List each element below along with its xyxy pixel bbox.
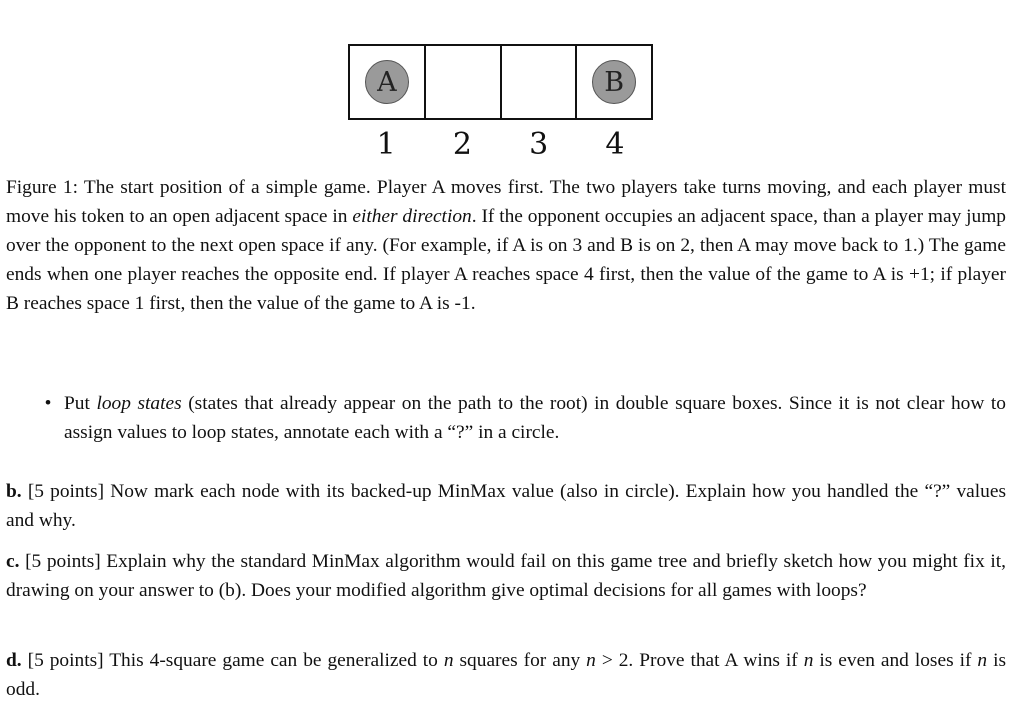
token-b: B — [592, 60, 636, 104]
loop-states-bullet — [40, 389, 1006, 447]
question-b-label: b. — [6, 481, 22, 502]
math-n: n — [443, 650, 454, 671]
question-d-text-4: is even and loses if — [813, 650, 978, 671]
question-b — [6, 477, 1006, 535]
question-d-text-3: > 2. Prove that A wins if — [595, 650, 804, 671]
board-numbers — [348, 126, 653, 164]
bullet-text — [64, 389, 1006, 447]
game-board — [348, 44, 653, 120]
bullet-text-pre: Put — [64, 393, 97, 414]
question-d-text-5: is odd. — [6, 650, 1007, 700]
question-d-label: d. — [6, 650, 22, 671]
question-c-label: c. — [6, 551, 20, 572]
cell-number-4: 4 — [605, 127, 625, 162]
board-cell-2 — [426, 46, 502, 118]
math-n: n — [977, 650, 988, 671]
bullet-emphasis: loop states — [96, 393, 182, 414]
question-d-text-2: squares for any — [453, 650, 587, 671]
figure-caption — [6, 173, 1006, 318]
question-d-text-1: [5 points] This 4-square game can be generalized to — [21, 650, 444, 671]
board-cell-3 — [502, 46, 578, 118]
caption-text-2: . If the opponent occupies an adjacent space, than a player may jump over the opponent to the next open space if any. (For example, if A is on 3 and B is on 2, then A may move back to 1.) The game ends when one player reaches the opposite end. If player A reaches space 4 first, then the value of the game to A is +1; if player B reaches space 1 first, then the value of the game to A is -1. — [6, 206, 1006, 314]
question-d — [6, 646, 1006, 704]
question-b-text: [5 points] Now mark each node with its backed-up MinMax value (also in circle). Explain how you handled the “?” values and why. — [6, 481, 1006, 531]
caption-emphasis: either direction — [352, 206, 472, 227]
board-cell-1 — [350, 46, 426, 118]
cell-number-1: 1 — [376, 127, 396, 162]
caption-text-1: Figure 1: The start position of a simple game. Player A moves first. The two players take turns moving, and each player must move his token to an open adjacent space in — [6, 177, 1006, 227]
question-c — [6, 547, 1006, 605]
cell-number-2: 2 — [452, 127, 472, 162]
bullet-text-post: (states that already appear on the path to the root) in double square boxes. Since it is not clear how to assign values to loop states, annotate each with a “?” in a circle. — [64, 393, 1007, 443]
question-c-text: [5 points] Explain why the standard MinMax algorithm would fail on this game tree and briefly sketch how you might fix it, drawing on your answer to (b). Does your modified algorithm give optimal decisions for all games with loops? — [6, 551, 1006, 601]
math-n: n — [803, 650, 814, 671]
board-cell-4 — [577, 46, 651, 118]
bullet-icon: • — [44, 393, 52, 414]
math-n: n — [586, 650, 596, 671]
game-board-figure — [348, 44, 653, 120]
cell-number-3: 3 — [529, 127, 549, 162]
token-a: A — [365, 60, 409, 104]
